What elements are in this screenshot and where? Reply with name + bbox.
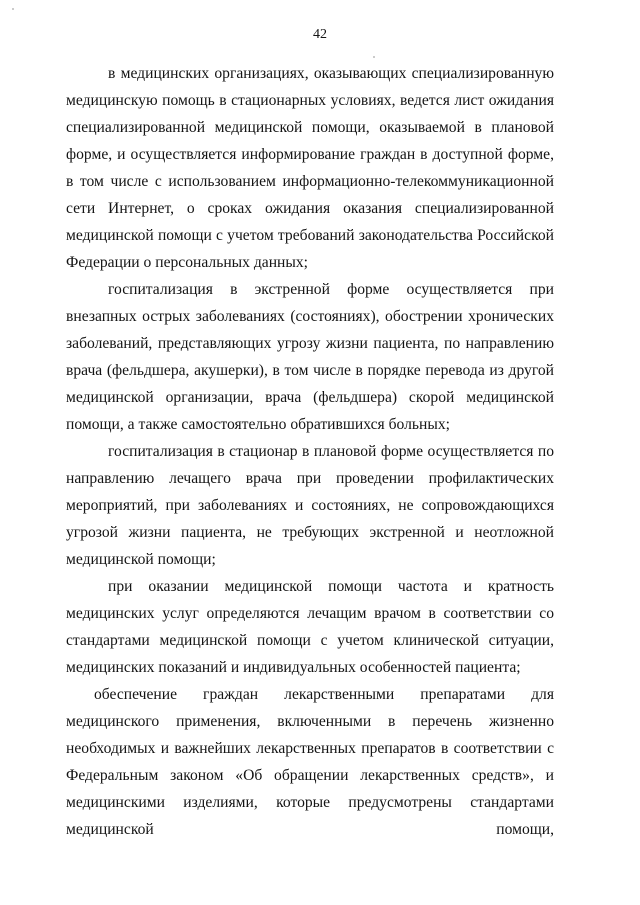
paragraph-planned-hospitalization: госпитализация в стационар в плановой форме осуществляется по направлению лечащего врача при проведении профилактических мероприятий, при заболеваниях и состояниях, не сопровождающихся угрозой жизни пациента, не требующих экстренной и неотложной медицинской помощи; bbox=[66, 443, 554, 568]
paragraph-drug-provision: обеспечение граждан лекарственными препаратами для медицинского применения, включенными в перечень жизненно необходимых и важнейших лекарственных препаратов в соответствии с Федеральным законом «Об обращении лекарственных средств», и медицинскими изделиями, которые предусмотрены стандартами медицинской помощи, bbox=[66, 686, 554, 838]
paragraph-service-frequency: при оказании медицинской помощи частота и кратность медицинских услуг определяются лечащим врачом в соответствии со стандартами медицинской помощи с учетом клинической ситуации, медицинских показаний и индивидуальных особенностей пациента; bbox=[66, 578, 554, 676]
paragraph-waiting-list: в медицинских организациях, оказывающих специализированную медицинскую помощь в стационарных условиях, ведется лист ожидания специализированной медицинской помощи, оказываемой в плановой форме, и осуществляется информирование граждан в доступной форме, в том числе с использованием информационно-телекоммуникационной сети Интернет, о сроках ожидания оказания специализированной медицинской помощи с учетом требований законодательства Российской Федерации о персональных данных; bbox=[66, 65, 554, 271]
scan-speck bbox=[12, 8, 14, 10]
scan-speck bbox=[373, 56, 375, 58]
document-body bbox=[66, 60, 554, 843]
page-number: 42 bbox=[313, 27, 327, 42]
paragraph-emergency-hospitalization: госпитализация в экстренной форме осуществляется при внезапных острых заболеваниях (состояниях), обострении хронических заболеваний, представляющих угрозу жизни пациента, по направлению врача (фельдшера, акушерки), в том числе в порядке перевода из другой медицинской организации, врача (фельдшера) скорой медицинской помощи, а также самостоятельно обратившихся больных; bbox=[66, 281, 554, 433]
